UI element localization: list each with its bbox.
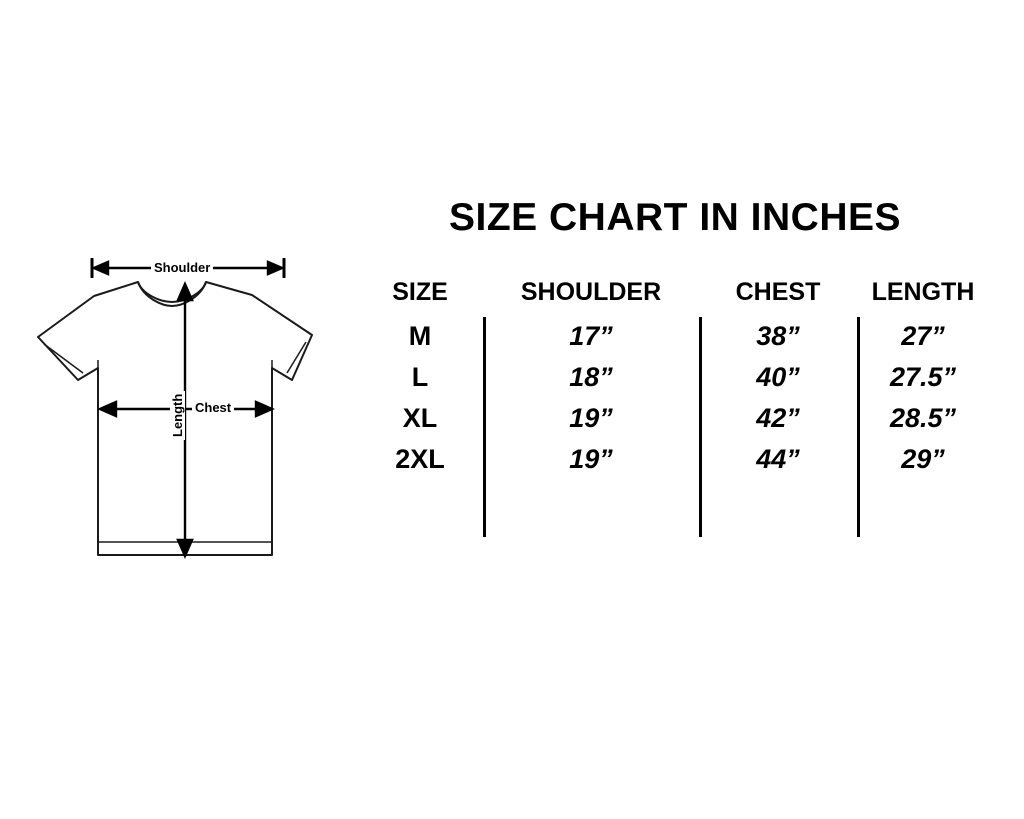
column-header-length: LENGTH: [871, 277, 975, 306]
cell-chest: 42”: [756, 403, 800, 433]
column-divider-2: [699, 317, 702, 537]
cell-chest: 44”: [756, 444, 800, 474]
cell-chest: 38”: [756, 321, 800, 351]
cell-length: 28.5”: [889, 403, 957, 433]
table-row: [357, 439, 989, 480]
cell-shoulder: 17”: [569, 321, 613, 351]
cell-shoulder: 19”: [569, 403, 613, 433]
cell-size: M: [408, 321, 432, 351]
cell-shoulder: 19”: [569, 444, 613, 474]
cell-length: 27”: [901, 321, 945, 351]
column-header-chest: CHEST: [735, 277, 821, 306]
column-divider-3: [857, 317, 860, 537]
table-row: [357, 357, 989, 398]
size-chart-table: [357, 268, 989, 508]
column-header-size: SIZE: [392, 277, 448, 306]
size-chart-table-container: [357, 268, 989, 508]
cell-size: XL: [402, 403, 438, 433]
cell-chest: 40”: [756, 362, 800, 392]
cell-length: 29”: [901, 444, 945, 474]
chest-dimension-label: Chest: [192, 400, 234, 415]
page-title: SIZE CHART IN INCHES: [448, 196, 902, 239]
cell-shoulder: 18”: [569, 362, 613, 392]
column-header-shoulder: SHOULDER: [520, 277, 662, 306]
table-header-row: [357, 268, 989, 316]
cell-size: 2XL: [395, 444, 445, 474]
column-divider-1: [483, 317, 486, 537]
cell-length: 27.5”: [889, 362, 957, 392]
length-dimension-label: Length: [170, 391, 185, 440]
table-spacer: [357, 480, 989, 508]
table-row: [357, 398, 989, 439]
shoulder-dimension-label: Shoulder: [151, 260, 213, 275]
t-shirt-diagram: [20, 240, 350, 580]
table-row: [357, 316, 989, 357]
t-shirt-drawing: [20, 240, 350, 580]
cell-size: L: [411, 362, 429, 392]
